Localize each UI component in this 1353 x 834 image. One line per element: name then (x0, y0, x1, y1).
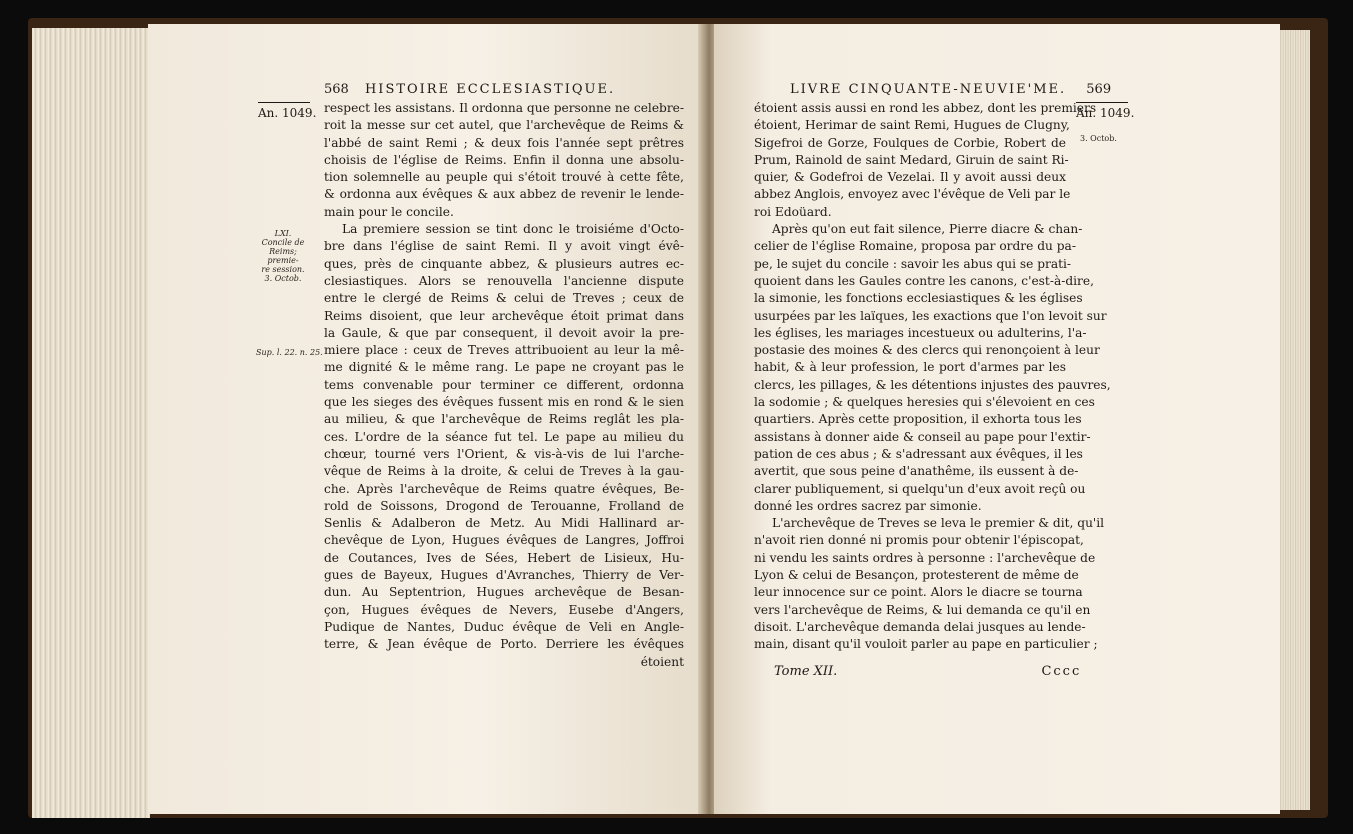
text-line: ques, près de cinquante abbez, & plusieurs autres ec- (324, 256, 684, 271)
right-page-footer (774, 664, 1081, 679)
left-running-head (324, 82, 615, 97)
left-page-number: 568 (324, 82, 349, 97)
text-line: clercs, les pillages, & les détentions injustes des pauvres, (754, 377, 1111, 392)
text-line: la sodomie ; & quelques heresies qui s'élevoient en ces (754, 395, 1095, 410)
text-line: miere place : ceux de Treves attribuoient au leur la mê- (324, 343, 684, 358)
page-edges-left (32, 28, 150, 818)
text-line: main, disant qu'il vouloit parler au pape en particulier ; (754, 637, 1098, 652)
text-line: pe, le sujet du concile : savoir les abus qui se prati- (754, 256, 1072, 271)
text-line: étoient assis aussi en rond les abbez, dont les premiers (754, 101, 1097, 115)
text-line: Pudique de Nantes, Duduc évêque de Veli en Angle- (324, 619, 684, 634)
text-line: habit, & à leur profession, le port d'armes par les (754, 360, 1066, 375)
text-line: celier de l'église Romaine, proposa par ordre du pa- (754, 239, 1076, 254)
text-line: les églises, les mariages incestueux ou adulterins, l'a- (754, 325, 1087, 340)
text-line: vers l'archevêque de Reims, & lui demanda ce qu'il en (754, 602, 1091, 617)
right-margin-date: 3. Octob. (1080, 134, 1117, 143)
text-line: quier, & Godefroi de Vezelai. Il y avoit aussi deux (754, 170, 1066, 185)
text-line: étoient, Herimar de saint Remi, Hugues de Clugny, (754, 118, 1070, 133)
text-line: gues de Bayeux, Hugues d'Avranches, Thierry de Ver- (324, 568, 684, 583)
margin-year-text: An. 1049. (1076, 106, 1135, 120)
text-line: leur innocence sur ce point. Alors le diacre se tourna (754, 585, 1083, 600)
text-line: n'avoit rien donné ni promis pour obtenir l'épiscopat, (754, 533, 1084, 548)
right-page (714, 24, 1280, 814)
text-line: vêque de Reims à la droite, & celui de Treves à la gau- (324, 464, 684, 479)
margin-rule (258, 102, 310, 103)
text-line: tems convenable pour terminer ce different, ordonna (324, 377, 684, 392)
text-line: que les sieges des évêques fussent mis en rond & le sien (324, 395, 684, 410)
text-line: avertit, que sous peine d'anathême, ils eussent à de- (754, 464, 1079, 479)
text-line: postasie des moines & des clercs qui renonçoient à leur (754, 343, 1100, 358)
text-line: quartiers. Après cette proposition, il exhorta tous les (754, 412, 1082, 427)
left-margin-note (258, 229, 308, 283)
text-line: L'archevêque de Treves se leva le premier & dit, qu'il (772, 516, 1105, 531)
text-line: çon, Hugues évêques de Nevers, Eusebe d'Angers, (324, 602, 684, 617)
text-line: dun. Au Septentrion, Hugues archevêque de Besan- (324, 585, 684, 600)
text-line: choisis de l'église de Reims. Enfin il donna une absolu- (324, 152, 684, 167)
note-line: Concile de (261, 238, 305, 247)
text-line: au milieu, & que l'archevêque de Reims reglât les pla- (324, 412, 684, 427)
text-line: terre, & Jean évêque de Porto. Derriere les évêques (324, 637, 684, 652)
text-line: main pour le concile. (324, 204, 454, 219)
text-line: roi Edoüard. (754, 204, 832, 219)
text-line: che. Après l'archevêque de Reims quatre évêques, Be- (324, 481, 684, 496)
margin-year-text: An. 1049. (258, 106, 317, 120)
note-line: 3. Octob. (264, 274, 302, 283)
signature-mark: Cccc (1041, 664, 1082, 679)
text-line: l'abbé de saint Remi ; & deux fois l'année sept prêtres (324, 135, 684, 150)
text-line: la Gaule, & que par consequent, il devoit avoir la pre- (324, 325, 684, 340)
text-line: La premiere session se tint donc le troisiéme d'Octo- (342, 222, 684, 237)
text-line: & ordonna aux évêques & aux abbez de revenir le lende- (324, 187, 684, 202)
left-page (148, 24, 704, 814)
text-line: la simonie, les fonctions ecclesiastiques & les églises (754, 291, 1083, 306)
text-line: clarer publiquement, si quelqu'un d'eux avoit reçû ou (754, 481, 1086, 496)
text-line: Reims disoient, que leur archevêque étoit primat dans (324, 308, 684, 323)
left-page-text (324, 100, 684, 671)
text-line: abbez Anglois, envoyez avec l'évêque de Veli par le (754, 187, 1071, 202)
text-line: me dignité & le même rang. Le pape ne croyant pas le (324, 360, 684, 375)
text-line: Sigefroi de Gorze, Foulques de Corbie, Robert de (754, 135, 1066, 150)
catchword: étoient (640, 654, 684, 669)
note-line: Reims; premie- (267, 247, 299, 265)
text-line: bre dans l'église de saint Remi. Il y avoit vingt évê- (324, 239, 684, 254)
text-line: de Coutances, Ives de Sées, Hebert de Lisieux, Hu- (324, 550, 684, 565)
left-margin-year (258, 102, 316, 120)
note-line: re session. (261, 265, 305, 274)
text-line: entre le clergé de Reims & celui de Treves ; ceux de (324, 291, 684, 306)
text-line: chevêque de Lyon, Hugues évêques de Langres, Joffroi (324, 533, 684, 548)
text-line: tion solemnelle au peuple qui s'étoit trouvé à cette fête, (324, 170, 684, 185)
text-line: quoient dans les Gaules contre les canons, c'est-à-dire, (754, 273, 1094, 288)
left-running-title: HISTOIRE ECCLESIASTIQUE. (364, 82, 616, 97)
right-page-number: 569 (1086, 82, 1112, 97)
right-running-head (790, 82, 1111, 97)
left-margin-ref: Sup. l. 22. n. 25. (256, 348, 323, 357)
text-line: Après qu'on eut fait silence, Pierre diacre & chan- (772, 222, 1083, 237)
text-line: ces. L'ordre de la séance fut tel. Le pape au milieu du (324, 429, 684, 444)
text-line: clesiastiques. Alors se renouvella l'ancienne dispute (324, 273, 684, 288)
text-line: assistans à donner aide & conseil au pape pour l'extir- (754, 429, 1091, 444)
text-line: disoit. L'archevêque demanda delai jusques au lende- (754, 619, 1086, 634)
text-line: chœur, tourné vers l'Orient, & vis-à-vis de lui l'arche- (324, 446, 684, 461)
text-line: pation de ces abus ; & s'adressant aux évêques, il les (754, 446, 1083, 461)
volume-label: Tome XII. (774, 664, 838, 679)
text-line: donné les ordres sacrez par simonie. (754, 498, 982, 513)
text-line: usurpées par les laïques, les exactions que l'on levoit sur (754, 308, 1107, 323)
text-line: Lyon & celui de Besançon, protesterent de même de (754, 568, 1079, 583)
text-line: Senlis & Adalberon de Metz. Au Midi Hallinard ar- (324, 516, 684, 531)
text-line: rold de Soissons, Drogond de Terouanne, Frolland de (324, 498, 684, 513)
note-line: LXI. (274, 229, 292, 238)
text-line: respect les assistans. Il ordonna que personne ne celebre- (324, 101, 684, 115)
right-running-title: LIVRE CINQUANTE-NEUVIE'ME. (790, 82, 1067, 97)
text-line: ni vendu les saints ordres à personne : l'archevêque de (754, 550, 1096, 565)
text-line: Prum, Rainold de saint Medard, Giruin de saint Ri- (754, 152, 1069, 167)
text-line: roit la messe sur cet autel, que l'archevêque de Reims & (324, 118, 684, 133)
